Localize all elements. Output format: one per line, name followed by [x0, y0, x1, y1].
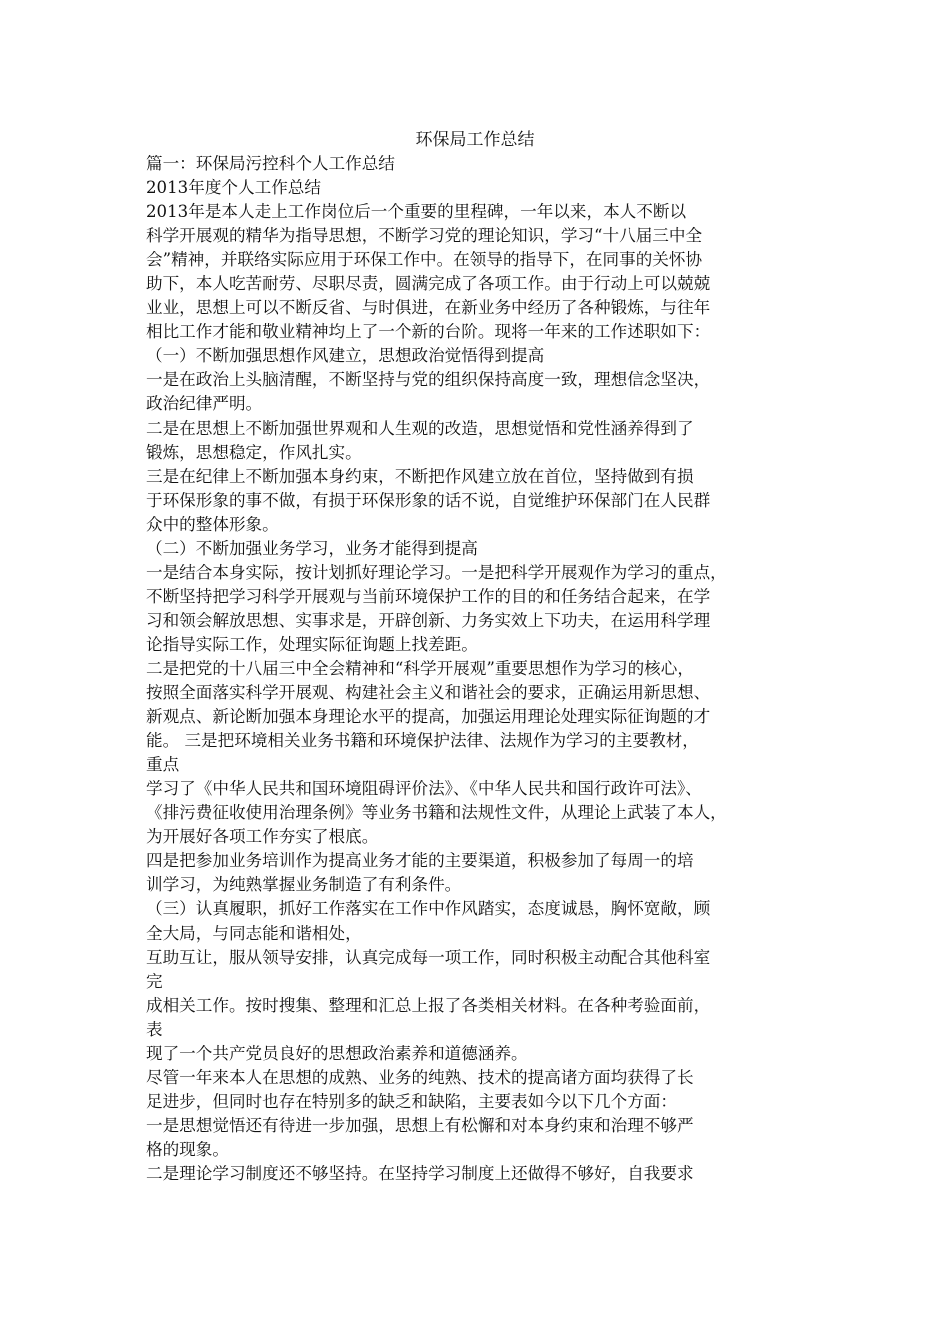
text-line: 成相关工作。按时搜集、整理和汇总上报了各类相关材料。在各种考验面前， [146, 995, 711, 1015]
text-line: 新观点、新论断加强本身理论水平的提高，加强运用理论处理实际征询题的才 [146, 707, 711, 727]
text-line: 2013年度个人工作总结 [146, 178, 321, 198]
text-line: 现了一个共产党员良好的思想政治素养和道德涵养。 [146, 1043, 528, 1063]
text-line: 论指导实际工作，处理实际征询题上找差距。 [146, 634, 478, 654]
text-line: 格的现象。 [146, 1139, 229, 1159]
text-line: 二是把党的十八届三中全会精神和“科学开展观”重要思想作为学习的核心， [146, 658, 694, 678]
text-line: 科学开展观的精华为指导思想，不断学习党的理论知识，学习“十八届三中全 [146, 226, 703, 246]
text-line: 足进步，但同时也存在特别多的缺乏和缺陷，主要表如今以下几个方面： [146, 1091, 677, 1111]
text-line: 二是在思想上不断加强世界观和人生观的改造，思想觉悟和党性涵养得到了 [146, 418, 694, 438]
text-line: （二）不断加强业务学习，业务才能得到提高 [146, 538, 478, 558]
text-line: 不断坚持把学习科学开展观与当前环境保护工作的目的和任务结合起来，在学 [146, 586, 711, 606]
text-line: 篇一：环保局污控科个人工作总结 [146, 154, 395, 173]
text-line: 一是结合本身实际，按计划抓好理论学习。一是把科学开展观作为学习的重点， [146, 562, 727, 582]
text-line: 业业，思想上可以不断反省、与时俱进，在新业务中经历了各种锻炼，与往年 [146, 298, 711, 318]
text-line: 一是在政治上头脑清醒，不断坚持与党的组织保持高度一致，理想信念坚决， [146, 370, 711, 390]
text-line: （三）认真履职，抓好工作落实在工作中作风踏实，态度诚恳，胸怀宽敞，顾 [146, 899, 711, 919]
text-line: 能。 三是把环境相关业务书籍和环境保护法律、法规作为学习的主要教材， [146, 731, 699, 751]
text-line: 训学习，为纯熟掌握业务制造了有利条件。 [146, 875, 462, 895]
text-line: 于环保形象的事不做，有损于环保形象的话不说，自觉维护环保部门在人民群 [146, 490, 711, 510]
text-line: （一）不断加强思想作风建立，思想政治觉悟得到提高 [146, 346, 545, 366]
text-line: 相比工作才能和敬业精神均上了一个新的台阶。现将一年来的工作述职如下： [146, 322, 711, 342]
text-line: 全大局，与同志能和谐相处， [146, 923, 362, 943]
document-title: 环保局工作总结 [415, 130, 535, 150]
text-line: 锻炼，思想稳定，作风扎实。 [146, 442, 362, 462]
text-line: 政治纪律严明。 [146, 394, 263, 414]
text-line: 二是理论学习制度还不够坚持。在坚持学习制度上还做得不够好，自我要求 [146, 1163, 694, 1183]
text-line: 表 [146, 1019, 163, 1039]
text-line: 完 [146, 971, 163, 991]
text-line: 2013年是本人走上工作岗位后一个重要的里程碑，一年以来，本人不断以 [146, 202, 687, 222]
text-line: 互助互让，服从领导安排，认真完成每一项工作，同时积极主动配合其他科室 [146, 947, 711, 967]
text-line: 按照全面落实科学开展观、构建社会主义和谐社会的要求，正确运用新思想、 [146, 683, 711, 703]
text-line: 助下，本人吃苦耐劳、尽职尽责，圆满完成了各项工作。由于行动上可以兢兢 [146, 274, 711, 294]
text-line: 会”精神，并联络实际应用于环保工作中。在领导的指导下，在同事的关怀协 [146, 250, 703, 270]
text-line: 众中的整体形象。 [146, 514, 279, 534]
text-line: 一是思想觉悟还有待进一步加强，思想上有松懈和对本身约束和治理不够严 [146, 1115, 694, 1135]
document-body [146, 152, 816, 1186]
text-line: 三是在纪律上不断加强本身约束，不断把作风建立放在首位，坚持做到有损 [146, 466, 694, 486]
text-line: 学习了《中华人民共和国环境阻碍评价法》、《中华人民共和国行政许可法》、 [146, 779, 702, 799]
text-line: 尽管一年来本人在思想的成熟、业务的纯熟、技术的提高诸方面均获得了长 [146, 1067, 694, 1087]
text-line: 习和领会解放思想、实事求是，开辟创新、力务实效上下功夫，在运用科学理 [146, 610, 711, 630]
text-line: 重点 [146, 755, 180, 775]
text-line: 《排污费征收使用治理条例》等业务书籍和法规性文件，从理论上武装了本人， [146, 803, 727, 823]
text-line: 为开展好各项工作夯实了根底。 [146, 827, 379, 847]
text-line: 四是把参加业务培训作为提高业务才能的主要渠道，积极参加了每周一的培 [146, 851, 694, 871]
